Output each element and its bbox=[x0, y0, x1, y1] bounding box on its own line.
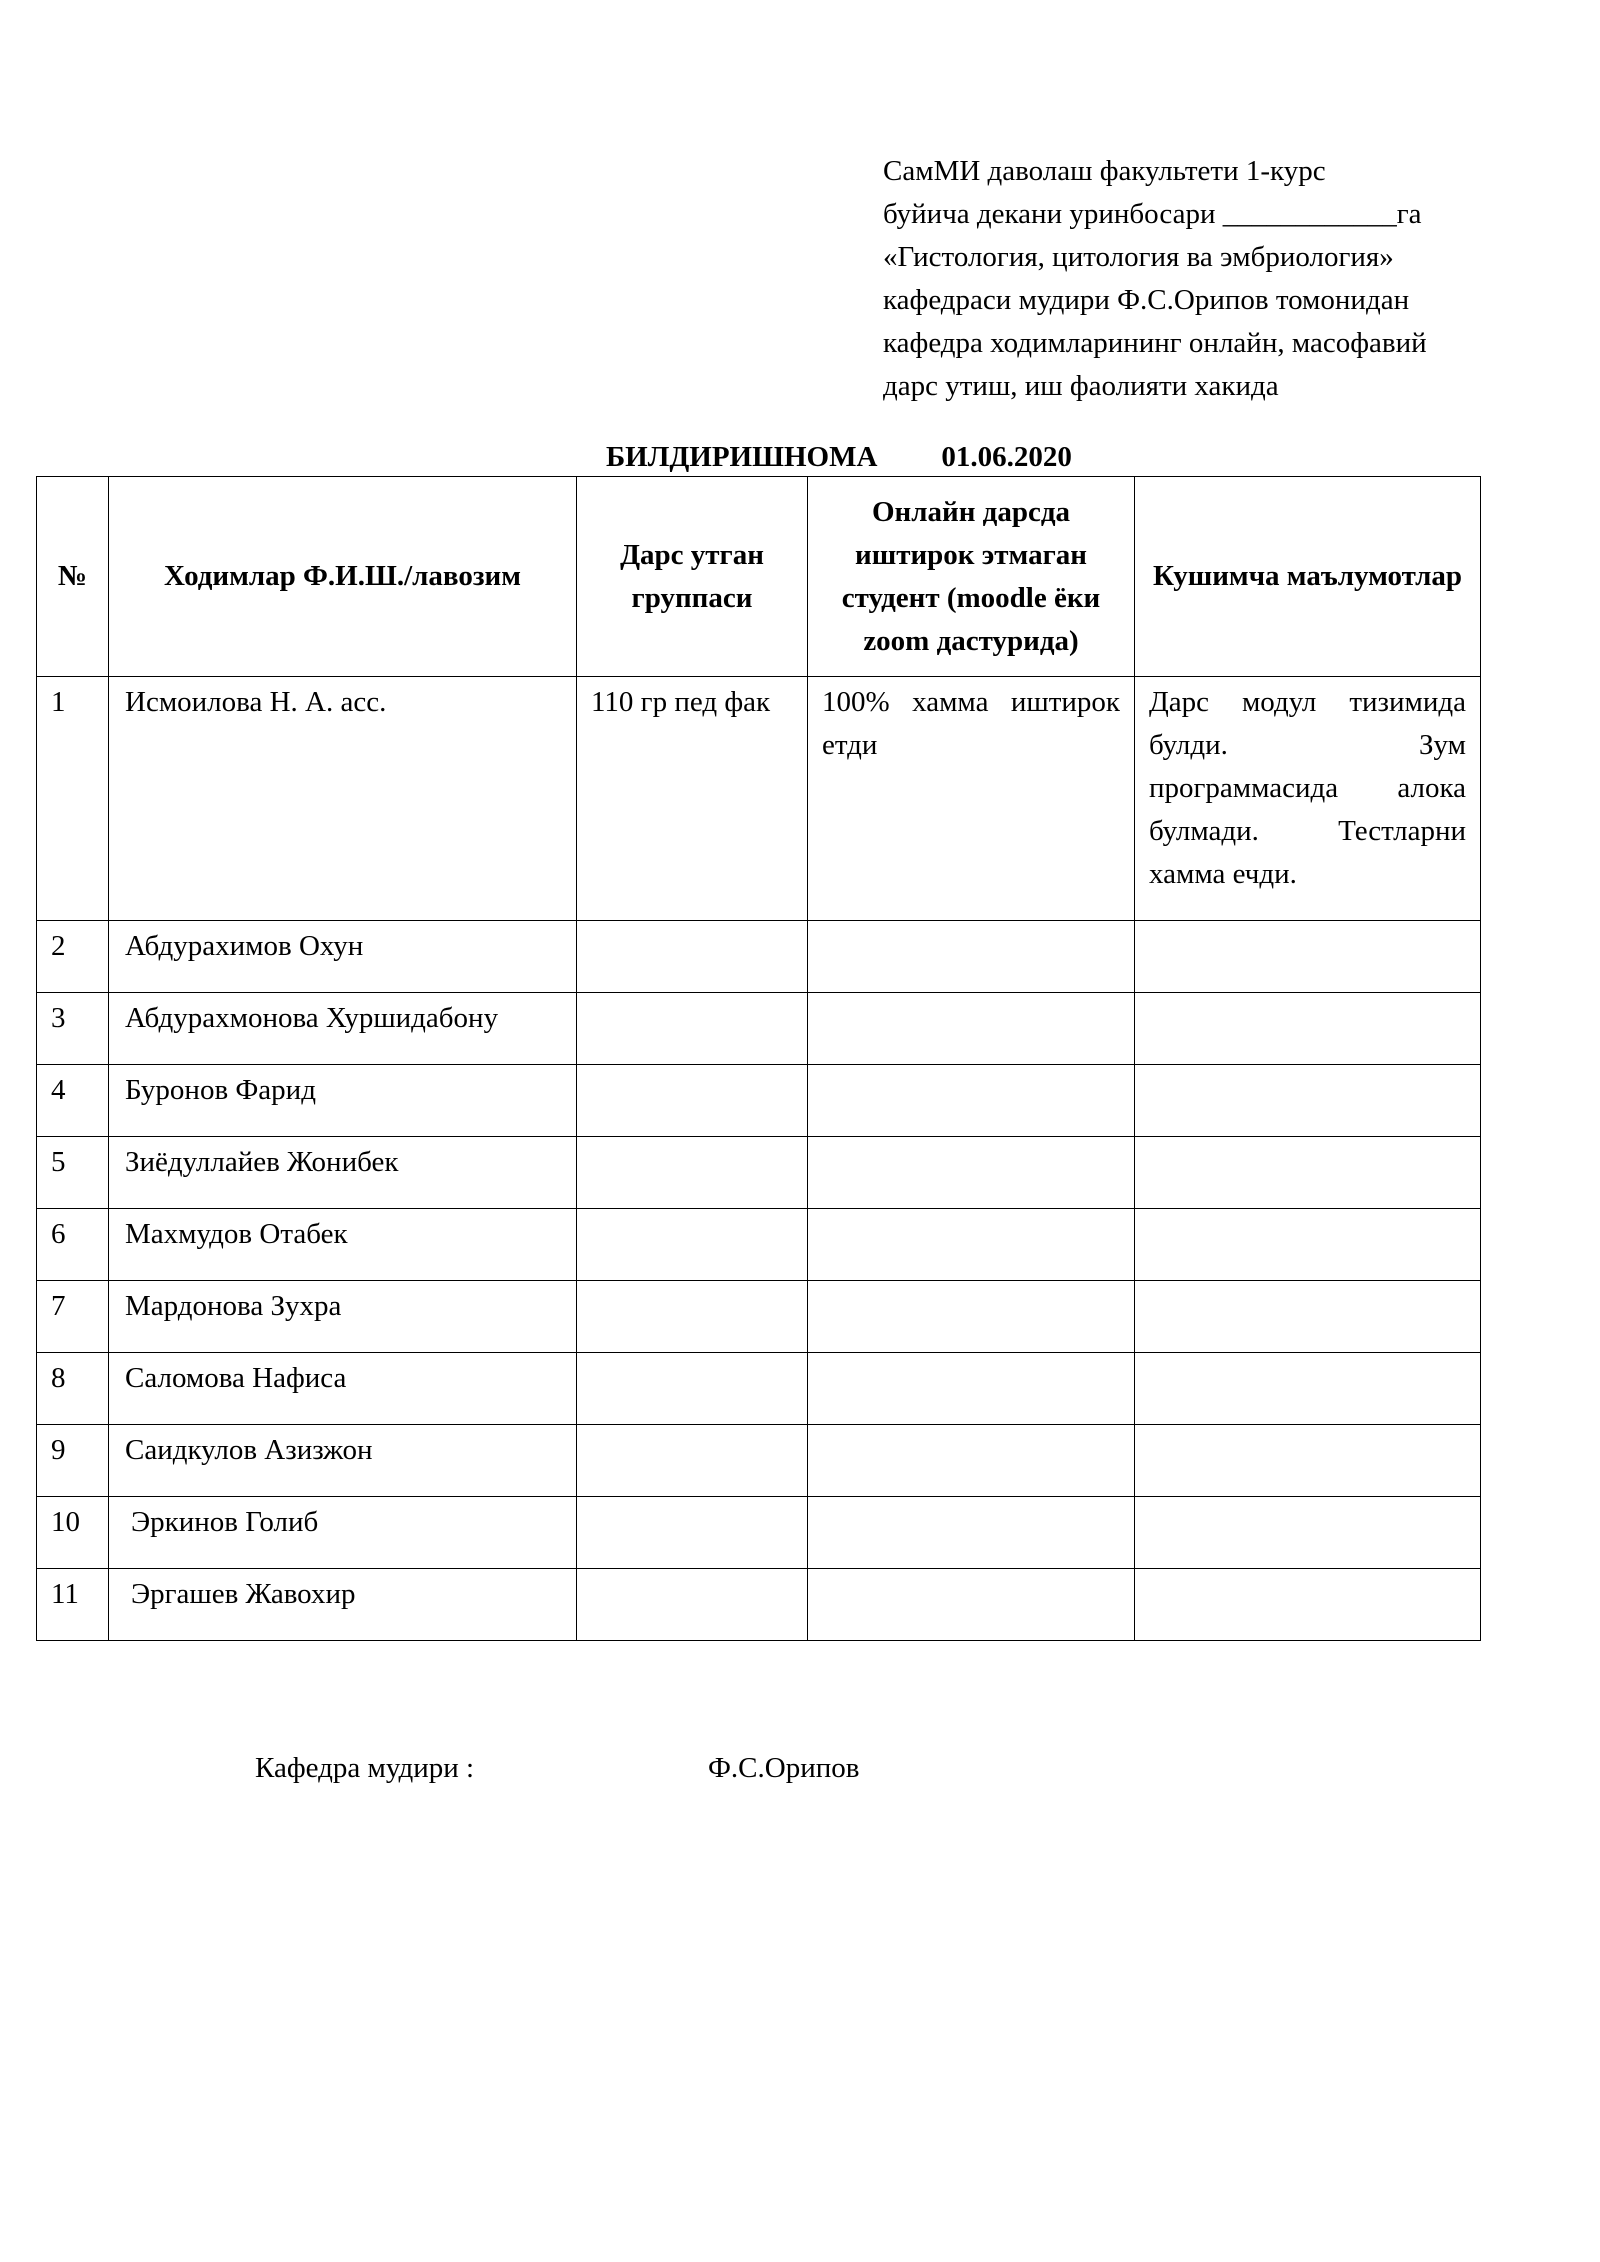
table-row bbox=[37, 1569, 1481, 1641]
row-group bbox=[577, 1065, 808, 1137]
row-name: Эркинов Голиб bbox=[109, 1497, 577, 1569]
row-extra bbox=[1135, 1209, 1481, 1281]
row-num: 8 bbox=[37, 1353, 109, 1425]
row-online: 100% хамма иштирок етди bbox=[808, 677, 1135, 921]
row-num: 1 bbox=[37, 677, 109, 921]
table-row bbox=[37, 677, 1481, 921]
row-num: 9 bbox=[37, 1425, 109, 1497]
row-extra bbox=[1135, 1353, 1481, 1425]
addressee-block bbox=[883, 150, 1498, 408]
row-extra: Дарс модул тизимида булди. Зум программасида алока булмади. Тестларни хамма ечди. bbox=[1135, 677, 1481, 921]
row-num: 3 bbox=[37, 993, 109, 1065]
row-group bbox=[577, 1569, 808, 1641]
row-name: Абдурахимов Охун bbox=[109, 921, 577, 993]
row-num: 11 bbox=[37, 1569, 109, 1641]
document-title bbox=[606, 437, 1072, 477]
signature-label: Кафедра мудири : bbox=[255, 1752, 475, 1784]
table-row bbox=[37, 1497, 1481, 1569]
row-group bbox=[577, 1137, 808, 1209]
row-group: 110 гр пед фак bbox=[577, 677, 808, 921]
row-name: Саломова Нафиса bbox=[109, 1353, 577, 1425]
row-extra bbox=[1135, 1569, 1481, 1641]
row-extra bbox=[1135, 921, 1481, 993]
table-row bbox=[37, 1281, 1481, 1353]
row-num: 10 bbox=[37, 1497, 109, 1569]
header-online: Онлайн дарсда иштирок этмаган студент (moodle ёки zoom дастурида) bbox=[808, 477, 1135, 677]
row-group bbox=[577, 1281, 808, 1353]
table-row bbox=[37, 1065, 1481, 1137]
document-date: 01.06.2020 bbox=[941, 441, 1072, 473]
row-num: 5 bbox=[37, 1137, 109, 1209]
staff-table bbox=[36, 476, 1481, 1641]
row-name: Мардонова Зухра bbox=[109, 1281, 577, 1353]
row-name: Буронов Фарид bbox=[109, 1065, 577, 1137]
addressee-line: СамМИ даволаш факультети 1-курс bbox=[883, 155, 1326, 187]
table-header-row bbox=[37, 477, 1481, 677]
row-name: Саидкулов Азизжон bbox=[109, 1425, 577, 1497]
row-num: 4 bbox=[37, 1065, 109, 1137]
title-text: БИЛДИРИШНОМА bbox=[606, 441, 878, 473]
row-online bbox=[808, 921, 1135, 993]
table-row bbox=[37, 1353, 1481, 1425]
row-extra bbox=[1135, 993, 1481, 1065]
addressee-line: дарс утиш, иш фаолияти хакида bbox=[883, 370, 1279, 402]
row-extra bbox=[1135, 1065, 1481, 1137]
row-num: 2 bbox=[37, 921, 109, 993]
row-group bbox=[577, 1425, 808, 1497]
row-extra bbox=[1135, 1497, 1481, 1569]
row-name: Абдурахмонова Хуршидабону bbox=[109, 993, 577, 1065]
row-online bbox=[808, 1353, 1135, 1425]
row-group bbox=[577, 1209, 808, 1281]
header-group: Дарс утган группаси bbox=[577, 477, 808, 677]
row-group bbox=[577, 1497, 808, 1569]
row-group bbox=[577, 993, 808, 1065]
row-online bbox=[808, 1065, 1135, 1137]
signature-name: Ф.С.Орипов bbox=[708, 1752, 860, 1784]
row-online bbox=[808, 1497, 1135, 1569]
row-group bbox=[577, 921, 808, 993]
row-online bbox=[808, 1425, 1135, 1497]
table-row bbox=[37, 921, 1481, 993]
row-extra bbox=[1135, 1137, 1481, 1209]
addressee-line: кафедра ходимларининг онлайн, масофавий bbox=[883, 327, 1427, 359]
row-online bbox=[808, 993, 1135, 1065]
row-num: 7 bbox=[37, 1281, 109, 1353]
row-name: Эргашев Жавохир bbox=[109, 1569, 577, 1641]
row-name: Махмудов Отабек bbox=[109, 1209, 577, 1281]
row-online bbox=[808, 1281, 1135, 1353]
addressee-line: кафедраси мудири Ф.С.Орипов томонидан bbox=[883, 284, 1410, 316]
table-row bbox=[37, 1209, 1481, 1281]
row-online bbox=[808, 1209, 1135, 1281]
row-group bbox=[577, 1353, 808, 1425]
table-row bbox=[37, 1425, 1481, 1497]
row-name: Зиёдуллайев Жонибек bbox=[109, 1137, 577, 1209]
addressee-line: «Гистология, цитология ва эмбриология» bbox=[883, 241, 1394, 273]
row-name: Исмоилова Н. А. асс. bbox=[109, 677, 577, 921]
row-online bbox=[808, 1137, 1135, 1209]
signature-line bbox=[255, 1748, 860, 1788]
addressee-line: буйича декани уринбосари ____________га bbox=[883, 198, 1422, 230]
table-row bbox=[37, 993, 1481, 1065]
table-row bbox=[37, 1137, 1481, 1209]
header-extra: Кушимча маълумотлар bbox=[1135, 477, 1481, 677]
row-extra bbox=[1135, 1425, 1481, 1497]
row-online bbox=[808, 1569, 1135, 1641]
row-extra bbox=[1135, 1281, 1481, 1353]
row-num: 6 bbox=[37, 1209, 109, 1281]
header-name: Ходимлар Ф.И.Ш./лавозим bbox=[109, 477, 577, 677]
header-num: № bbox=[37, 477, 109, 677]
